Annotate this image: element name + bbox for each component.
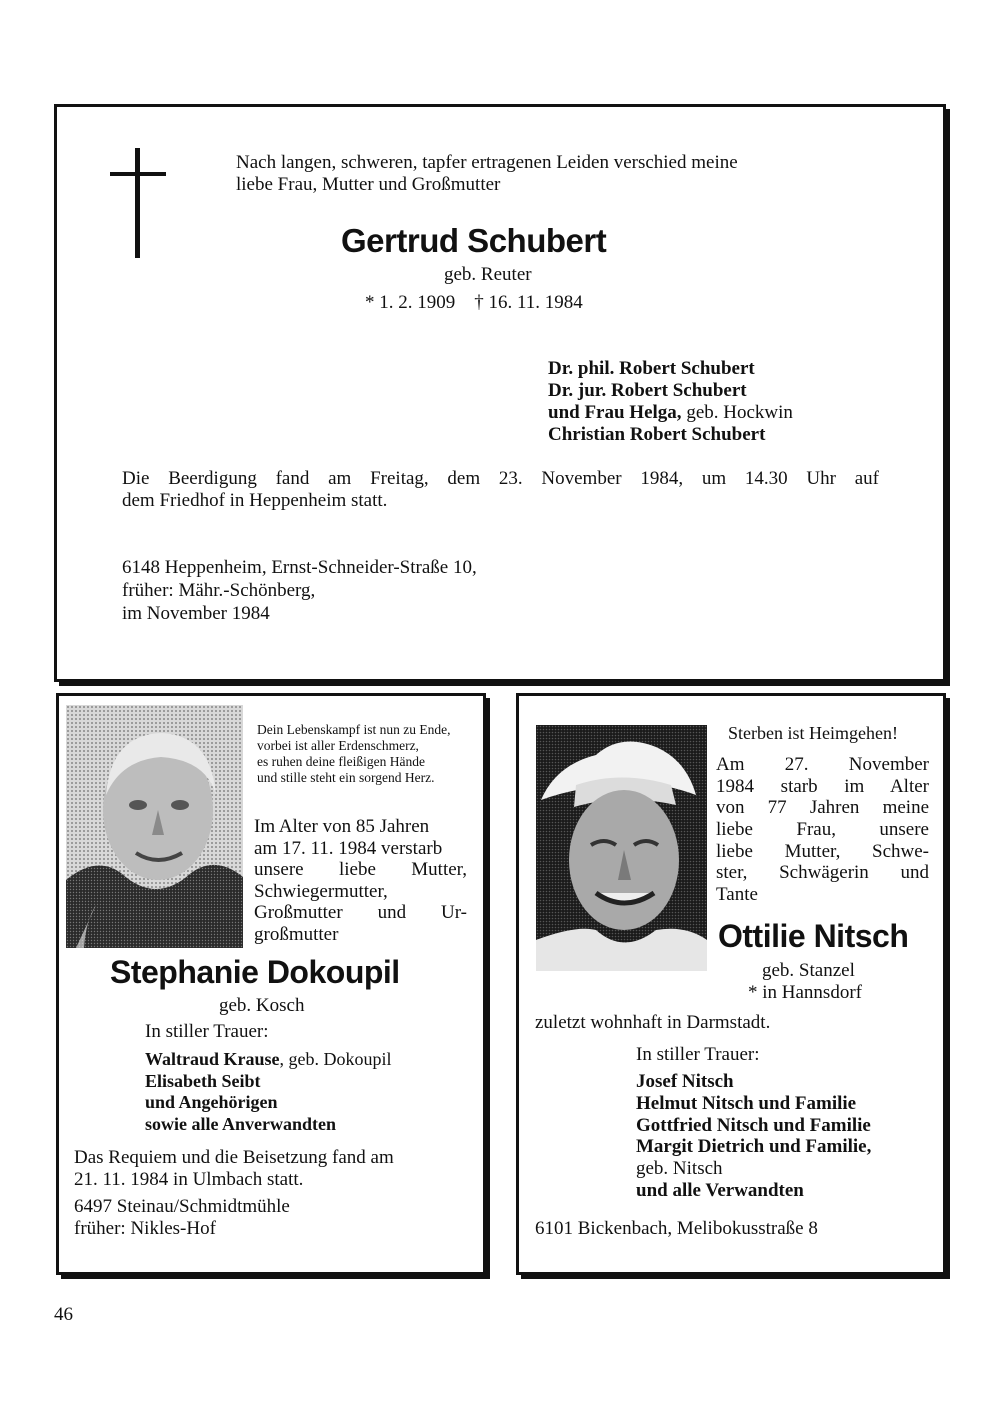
address-line-1: 6497 Steinau/Schmidtmühle (74, 1196, 290, 1217)
mourner: sowie alle Anverwandten (145, 1113, 336, 1134)
intro-line: Schwiegermutter, (254, 880, 388, 902)
poem-line: vorbei ist aller Erdenschmerz, (257, 738, 419, 753)
address-line-2: früher: Mähr.-Schönberg, (122, 580, 316, 601)
mourner: Gottfried Nitsch und Familie (636, 1114, 871, 1136)
intro-line: liebe Frau, unsere (716, 819, 929, 841)
intro-line: 1984 starb im Alter (716, 775, 929, 797)
mourner: Waltraud Krause, geb. Dokoupil (145, 1049, 392, 1069)
mourner: Christian Robert Schubert (548, 424, 766, 445)
right-intro (716, 754, 929, 906)
mourner: Josef Nitsch (636, 1071, 734, 1092)
motto: Sterben ist Heimgehen! (728, 723, 898, 743)
portrait-photo (66, 705, 243, 948)
intro-line: großmutter (254, 923, 339, 945)
grief-label: In stiller Trauer: (145, 1021, 269, 1042)
intro-line: Tante (716, 884, 758, 906)
deceased-name: Gertrud Schubert (341, 222, 607, 259)
intro-line-1: Nach langen, schweren, tapfer ertragenen Leiden verschied meine (236, 152, 738, 173)
funeral-line-1: Das Requiem und die Beisetzung fand am (74, 1147, 394, 1168)
mourners-list (636, 1071, 871, 1202)
mourner: Dr. jur. Robert Schubert (548, 380, 747, 401)
poem (257, 722, 450, 786)
mourners-list (548, 358, 793, 446)
deceased-name: Stephanie Dokoupil (110, 954, 400, 990)
intro-line: unsere liebe Mutter, (254, 859, 467, 881)
deceased-name: Ottilie Nitsch (718, 918, 909, 954)
left-intro (254, 816, 467, 946)
intro-line: Am 27. November (716, 754, 929, 775)
birthplace: * in Hannsdorf (748, 982, 862, 1003)
mourner: und alle Verwandten (636, 1179, 804, 1201)
mourner: Helmut Nitsch und Familie (636, 1092, 857, 1114)
address-line: 6101 Bickenbach, Melibokusstraße 8 (535, 1218, 818, 1239)
intro-line: Im Alter von 85 Jahren (254, 816, 430, 837)
grief-label: In stiller Trauer: (636, 1044, 760, 1065)
intro-line: von 77 Jahren meine (716, 797, 929, 819)
intro-line: Großmutter und Ur- (254, 902, 467, 924)
address-line-2: früher: Nikles-Hof (74, 1218, 216, 1239)
address-line-1: 6148 Heppenheim, Ernst-Schneider-Straße 10, (122, 557, 477, 578)
address-line-3: im November 1984 (122, 603, 270, 624)
maiden-name: geb. Stanzel (762, 960, 855, 981)
page-number: 46 (54, 1304, 73, 1325)
mourner: und Frau Helga, geb. Hockwin (548, 402, 793, 423)
funeral-line-1: Die Beerdigung fand am Freitag, dem 23. November 1984, um 14.30 Uhr auf (122, 468, 879, 489)
life-dates: * 1. 2. 1909 † 16. 11. 1984 (365, 292, 583, 313)
intro-line: liebe Mutter, Schwe- (716, 840, 929, 862)
residence: zuletzt wohnhaft in Darmstadt. (535, 1012, 771, 1033)
mourner-note: geb. Nitsch (636, 1158, 723, 1180)
cross-icon (110, 148, 166, 258)
intro-line: am 17. 11. 1984 verstarb (254, 837, 443, 859)
intro-line: ster, Schwägerin und (716, 862, 929, 884)
intro-line-2: liebe Frau, Mutter und Großmutter (236, 174, 501, 195)
maiden-name: geb. Reuter (444, 264, 532, 285)
poem-line: und stille steht ein sorgend Herz. (257, 770, 435, 785)
mourner: und Angehörigen (145, 1092, 278, 1112)
mourner: Margit Dietrich und Familie, (636, 1136, 872, 1158)
poem-line: Dein Lebenskampf ist nun zu Ende, (257, 722, 451, 737)
funeral-line-2: dem Friedhof in Heppenheim statt. (122, 490, 388, 511)
mourner: Elisabeth Seibt (145, 1070, 261, 1091)
funeral-line-2: 21. 11. 1984 in Ulmbach statt. (74, 1169, 304, 1190)
mourners-list (145, 1049, 392, 1135)
portrait-photo (536, 725, 707, 971)
maiden-name: geb. Kosch (219, 995, 305, 1016)
poem-line: es ruhen deine fleißigen Hände (257, 754, 425, 769)
mourner: Dr. phil. Robert Schubert (548, 358, 755, 379)
